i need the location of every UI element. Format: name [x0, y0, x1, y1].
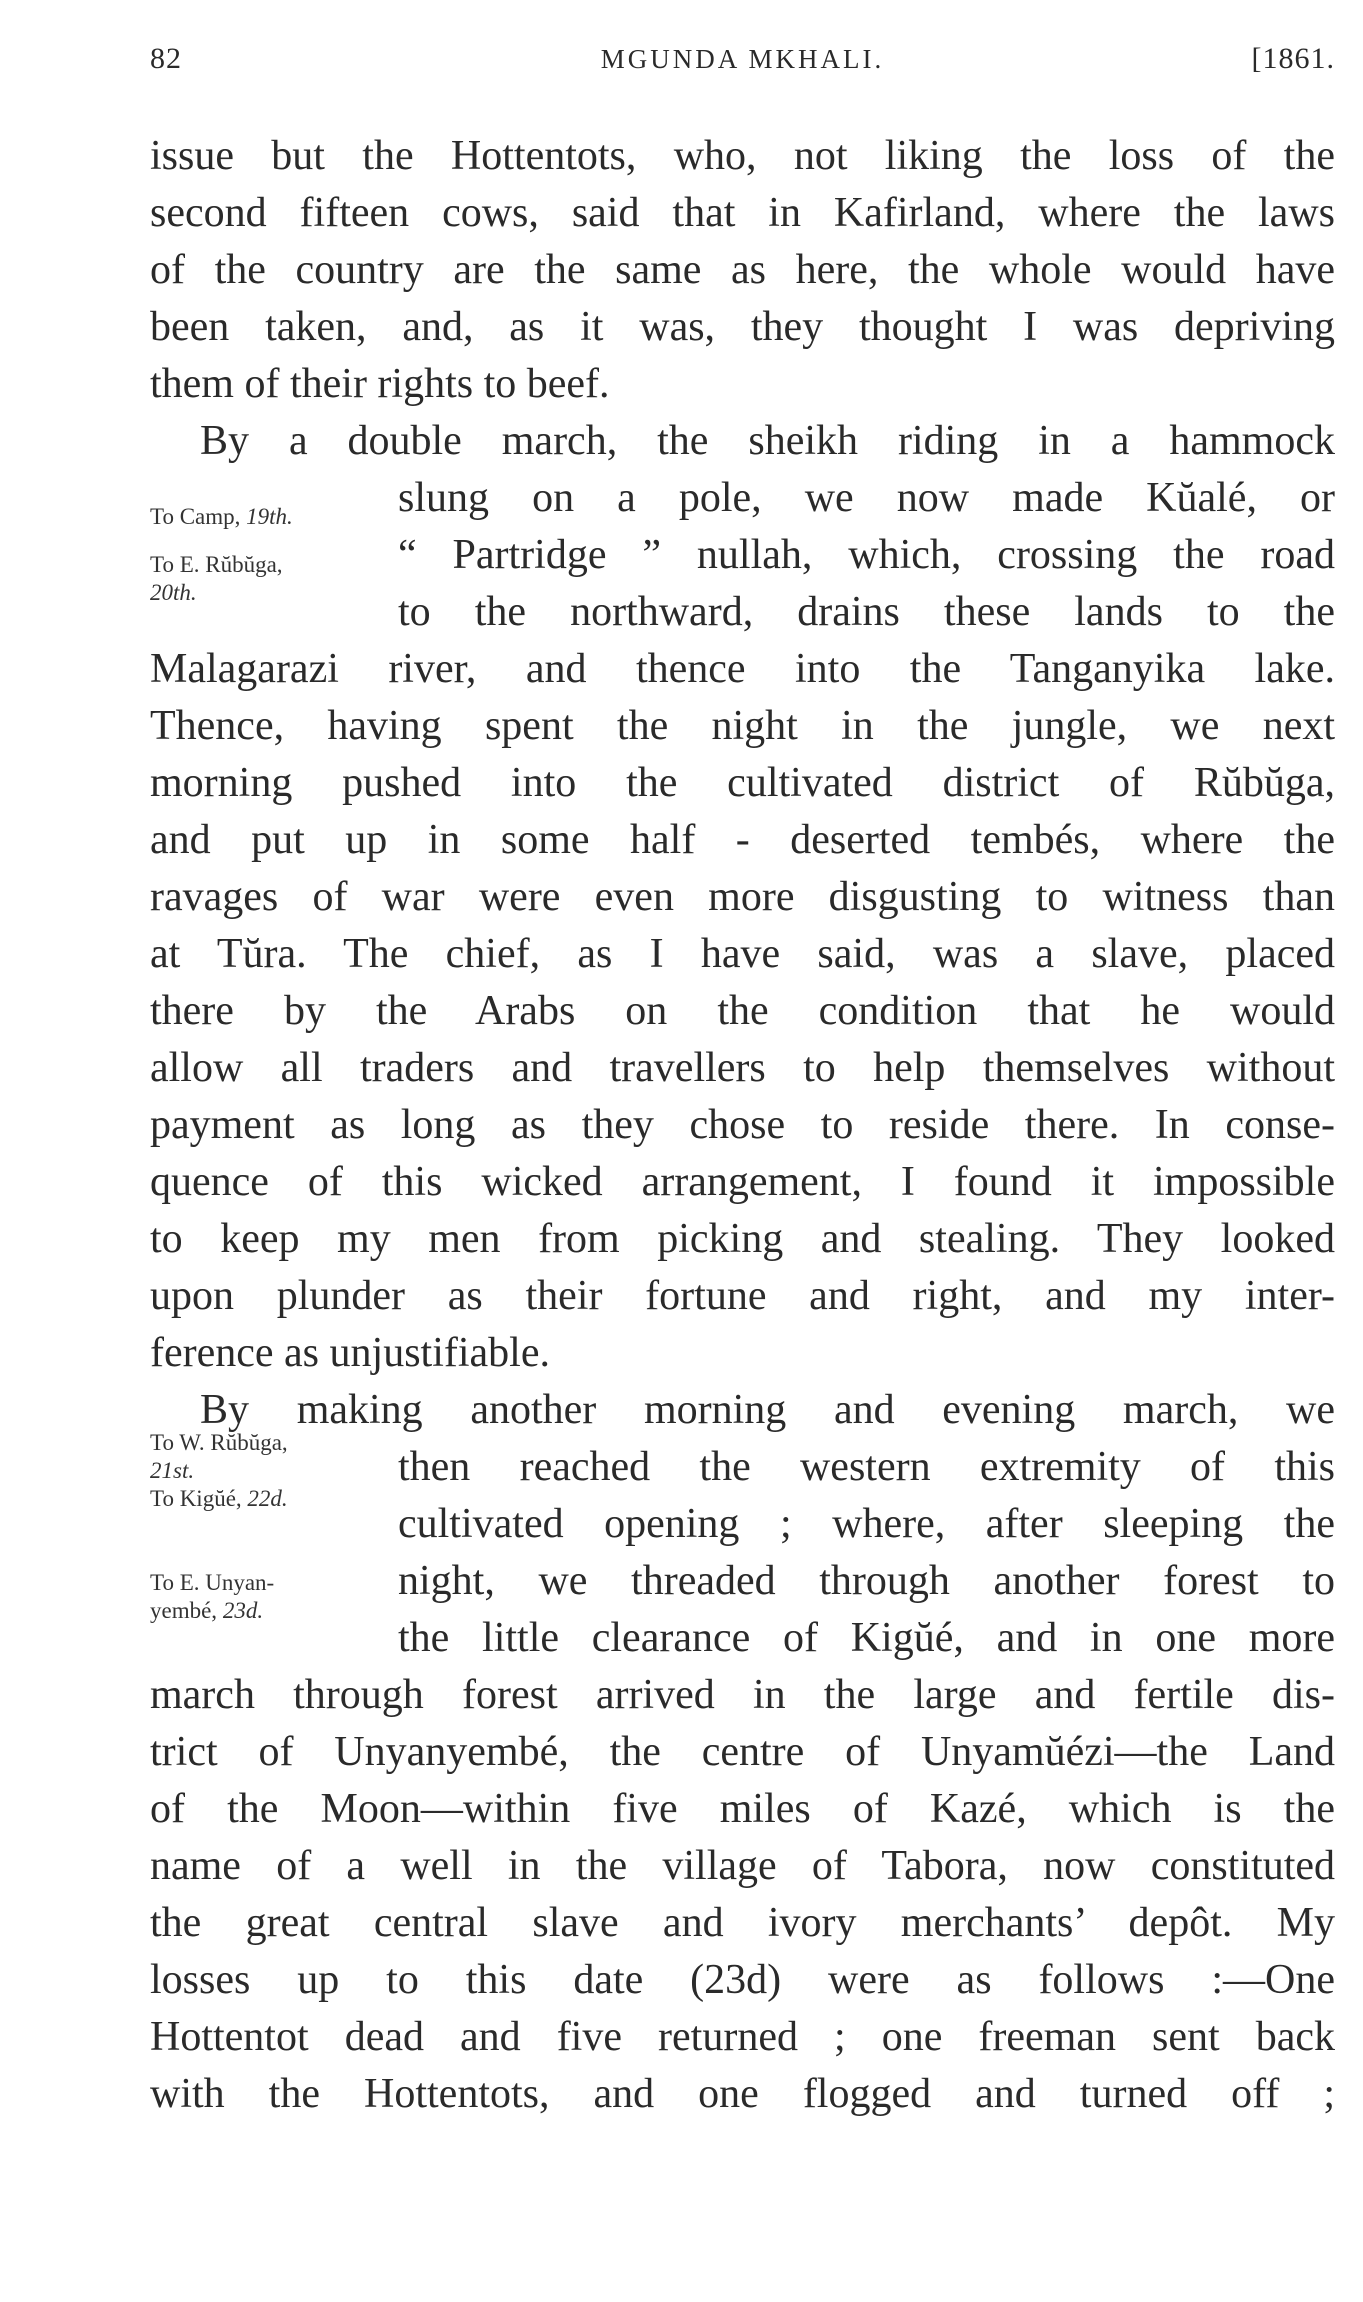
text-line: issue but the Hottentots, who, not liking the loss of the	[150, 133, 1335, 179]
text-line: to the northward, drains these lands to the	[398, 589, 1335, 635]
text-line: slung on a pole, we now made Kŭalé, or	[398, 475, 1335, 521]
text-line: at Tŭra. The chief, as I have said, was a slave, placed	[150, 931, 1335, 977]
text-line: ference as unjustifiable.	[150, 1330, 550, 1376]
marginal-note: To Kigŭé, 22d.	[150, 1486, 288, 1511]
text-line: Malagarazi river, and thence into the Tanganyika lake.	[150, 646, 1335, 692]
marginal-note: To Camp, 19th.	[150, 504, 293, 529]
body-text	[150, 128, 1335, 2123]
text-line: “ Partridge ” nullah, which, crossing the road	[398, 532, 1335, 578]
marginal-note: yembé, 23d.	[150, 1598, 264, 1623]
text-line: quence of this wicked arrangement, I found it impossible	[150, 1159, 1335, 1205]
text-line: been taken, and, as it was, they thought I was depriving	[150, 304, 1335, 350]
text-line: name of a well in the village of Tabora, now constituted	[150, 1843, 1335, 1889]
text-line: the little clearance of Kigŭé, and in one more	[398, 1615, 1335, 1661]
text-line: By making another morning and evening march, we	[200, 1387, 1335, 1433]
text-line: and put up in some half - deserted tembés, where the	[150, 817, 1335, 863]
text-line: night, we threaded through another forest to	[398, 1558, 1335, 1604]
text-line: upon plunder as their fortune and right, and my inter-	[150, 1273, 1335, 1319]
text-line: with the Hottentots, and one flogged and turned off ;	[150, 2071, 1335, 2117]
running-title: MGUNDA MKHALI.	[600, 44, 885, 74]
text-line: of the Moon—within five miles of Kazé, which is the	[150, 1786, 1335, 1832]
marginal-note: 20th.	[150, 580, 197, 605]
text-line: then reached the western extremity of this	[398, 1444, 1335, 1490]
text-line: there by the Arabs on the condition that he would	[150, 988, 1335, 1034]
text-line: allow all traders and travellers to help themselves without	[150, 1045, 1335, 1091]
text-line: the great central slave and ivory merchants’ depôt. My	[150, 1900, 1335, 1946]
text-line: second fifteen cows, said that in Kafirland, where the laws	[150, 190, 1335, 236]
text-line: By a double march, the sheikh riding in a hammock	[200, 418, 1335, 464]
text-line: to keep my men from picking and stealing. They looked	[150, 1216, 1335, 1262]
marginal-note: To E. Rŭbŭga,	[150, 552, 283, 577]
text-line: them of their rights to beef.	[150, 361, 610, 407]
marginal-note: To E. Unyan-	[150, 1570, 275, 1595]
page-number: 82	[150, 42, 182, 75]
text-line: trict of Unyanyembé, the centre of Unyamŭézi—the Land	[150, 1729, 1335, 1775]
marginal-note: 21st.	[150, 1458, 195, 1483]
text-line: of the country are the same as here, the whole would have	[150, 247, 1335, 293]
marginal-note: To W. Rŭbŭga,	[150, 1430, 288, 1455]
text-line: march through forest arrived in the large and fertile dis-	[150, 1672, 1335, 1718]
text-line: ravages of war were even more disgusting to witness than	[150, 874, 1335, 920]
text-line: morning pushed into the cultivated district of Rŭbŭga,	[150, 760, 1335, 806]
text-line: payment as long as they chose to reside there. In conse-	[150, 1102, 1335, 1148]
text-line: Thence, having spent the night in the jungle, we next	[150, 703, 1335, 749]
text-line: losses up to this date (23d) were as follows :—One	[150, 1957, 1335, 2003]
year-marker: [1861.	[1251, 42, 1335, 75]
text-line: cultivated opening ; where, after sleeping the	[398, 1501, 1335, 1547]
running-header	[150, 42, 1335, 102]
text-line: Hottentot dead and five returned ; one freeman sent back	[150, 2014, 1335, 2060]
